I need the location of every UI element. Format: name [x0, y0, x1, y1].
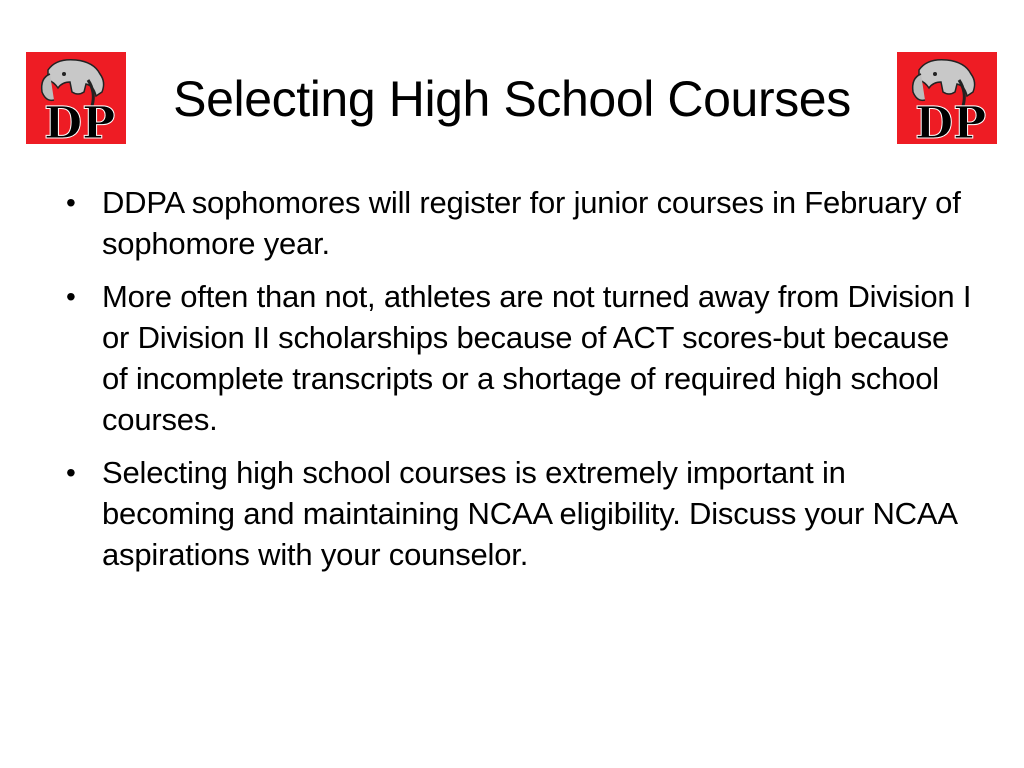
bullet-item	[56, 182, 976, 264]
svg-text:DP: DP	[915, 98, 987, 144]
bullet-item	[56, 276, 976, 440]
dp-elephant-logo-icon	[26, 52, 126, 144]
svg-text:DP: DP	[44, 98, 116, 144]
school-logo-left	[26, 52, 126, 144]
bullet-text: Selecting high school courses is extremely important in becoming and maintaining NCAA eligibility. Discuss your NCAA aspirations with your counselor.	[102, 455, 957, 572]
bullet-item	[56, 452, 976, 575]
bullet-list	[56, 182, 976, 587]
bullet-marker: •	[66, 281, 76, 312]
slide-title: Selecting High School Courses	[173, 71, 851, 127]
bullet-text: DDPA sophomores will register for junior courses in February of sophomore year.	[102, 185, 961, 261]
school-logo-right	[897, 52, 997, 144]
bullet-marker: •	[66, 457, 76, 488]
bullet-text: More often than not, athletes are not turned away from Division I or Division II scholarships because of ACT scores-but because of incomplete transcripts or a shortage of required high school courses.	[102, 279, 972, 437]
dp-elephant-logo-icon	[897, 52, 997, 144]
bullet-marker: •	[66, 187, 76, 218]
